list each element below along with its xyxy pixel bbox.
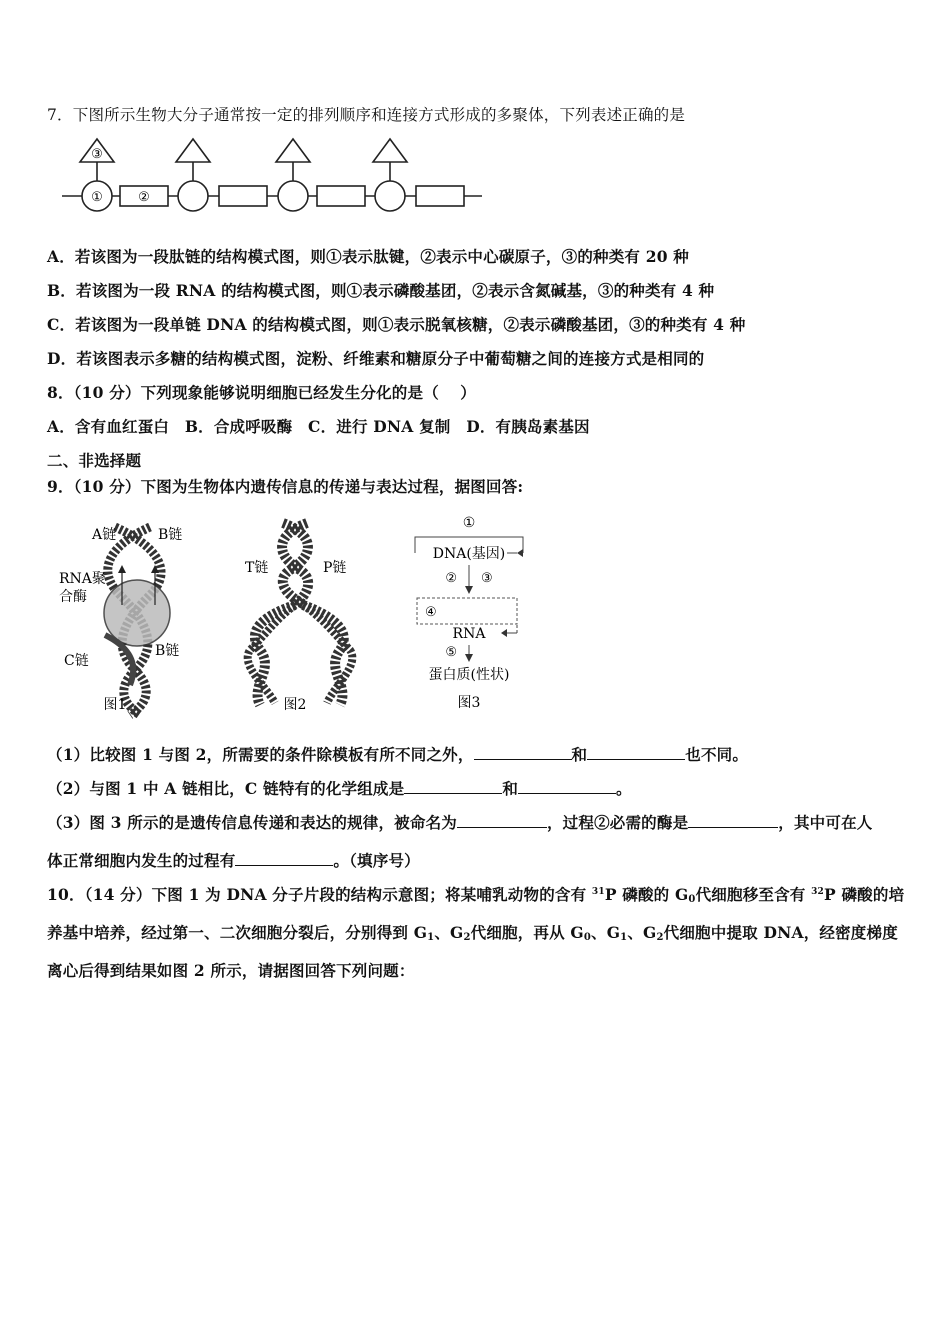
label-3: ③ <box>91 147 103 162</box>
label-1: ① <box>91 190 103 205</box>
fig2-caption: 图2 <box>283 697 307 713</box>
q7-option-b: B．若该图为一段 RNA 的结构模式图，则①表示磷酸基团，②表示含氮碱基，③的种类有 4 种 <box>47 281 715 300</box>
fig1-label-b: B链 <box>158 527 183 543</box>
fig3-label-protein: 蛋白质(性状) <box>428 667 510 683</box>
q9-stem: 9．（10 分）下图为生物体内遗传信息的传递与表达过程，据图回答: <box>47 477 524 496</box>
fig1-caption: 图1 <box>103 697 127 713</box>
fig3-caption: 图3 <box>457 695 481 711</box>
fig1-transcription <box>55 515 205 720</box>
fig2-label-t: T链 <box>245 560 269 576</box>
q10-line2: 养基中培养，经过第一、二次细胞分裂后，分别得到 $G_1$、$G_2$代细胞，再从 $G_0$、$G_1$、$G_2$代细胞中提取 DNA，经密度梯度 <box>47 923 898 943</box>
fig1-label-c: C链 <box>64 653 89 669</box>
q8-stem: 8．（10 分）下列现象能够说明细胞已经发生分化的是（ ） <box>47 383 476 402</box>
fig3-label-4: ④ <box>425 605 437 620</box>
q7-option-a: A．若该图为一段肽链的结构模式图，则①表示肽键，②表示中心碳原子，③的种类有 20 种 <box>47 247 689 266</box>
fig1-label-rna2: 合酶 <box>59 589 87 605</box>
answer-blank[interactable] <box>457 813 547 828</box>
q9-sub2: （2）与图 1 中 A 链相比，C 链特有的化学组成是 和 。 <box>47 779 632 798</box>
q9-sub3: （3）图 3 所示的是遗传信息传递和表达的规律，被命名为 ，过程②必需的酶是 ，其中可在人 <box>47 813 873 832</box>
fig1-label-b2: B链 <box>155 643 180 659</box>
q8-options: A．含有血红蛋白 B．合成呼吸酶 C．进行 DNA 复制 D．有胰岛素基因 <box>47 417 590 436</box>
q7-option-c: C．若该图为一段单链 DNA 的结构模式图，则①表示脱氧核糖，②表示磷酸基团，③的种类有 4 种 <box>47 315 746 334</box>
section-heading: 二、非选择题 <box>47 451 142 470</box>
answer-blank[interactable] <box>235 851 333 866</box>
fig1-label-a: A链 <box>92 527 117 543</box>
fig3-label-rna: RNA <box>452 626 486 642</box>
fig3-label-dna: DNA(基因) <box>432 546 506 562</box>
fig3-central-dogma <box>405 510 540 715</box>
q9-sub3-cont: 体正常细胞内发生的过程有 。（填序号） <box>47 851 420 870</box>
polymer-diagram <box>60 136 485 214</box>
fig2-label-p: P链 <box>323 560 347 576</box>
q10-line1: 10．（14 分）下图 1 为 DNA 分子片段的结构示意图；将某哺乳动物的含有 $^{31}$P 磷酸的 $G_0$代细胞移至含有 $^{32}$P 磷酸的培 <box>47 885 905 905</box>
label-2: ② <box>138 190 150 205</box>
fig2-replication <box>235 515 370 720</box>
answer-blank[interactable] <box>518 779 616 794</box>
fig3-label-5: ⑤ <box>445 645 457 660</box>
answer-blank[interactable] <box>587 745 685 760</box>
q7-option-d: D．若该图表示多糖的结构模式图，淀粉、纤维素和糖原分子中葡萄糖之间的连接方式是相同的 <box>47 349 705 368</box>
fig3-label-3: ③ <box>481 571 493 586</box>
q9-sub1: （1）比较图 1 与图 2，所需要的条件除模板有所不同之外， 和 也不同。 <box>47 745 749 764</box>
answer-blank[interactable] <box>688 813 778 828</box>
fig3-label-2: ② <box>445 571 457 586</box>
fig1-label-rna1: RNA聚 <box>59 571 106 587</box>
answer-blank[interactable] <box>474 745 572 760</box>
fig3-label-1: ① <box>462 515 476 531</box>
q10-line3: 离心后得到结果如图 2 所示，请据图回答下列问题： <box>47 961 415 980</box>
q7-stem: 7．下图所示生物大分子通常按一定的排列顺序和连接方式形成的多聚体，下列表述正确的是 <box>47 106 686 124</box>
answer-blank[interactable] <box>404 779 502 794</box>
